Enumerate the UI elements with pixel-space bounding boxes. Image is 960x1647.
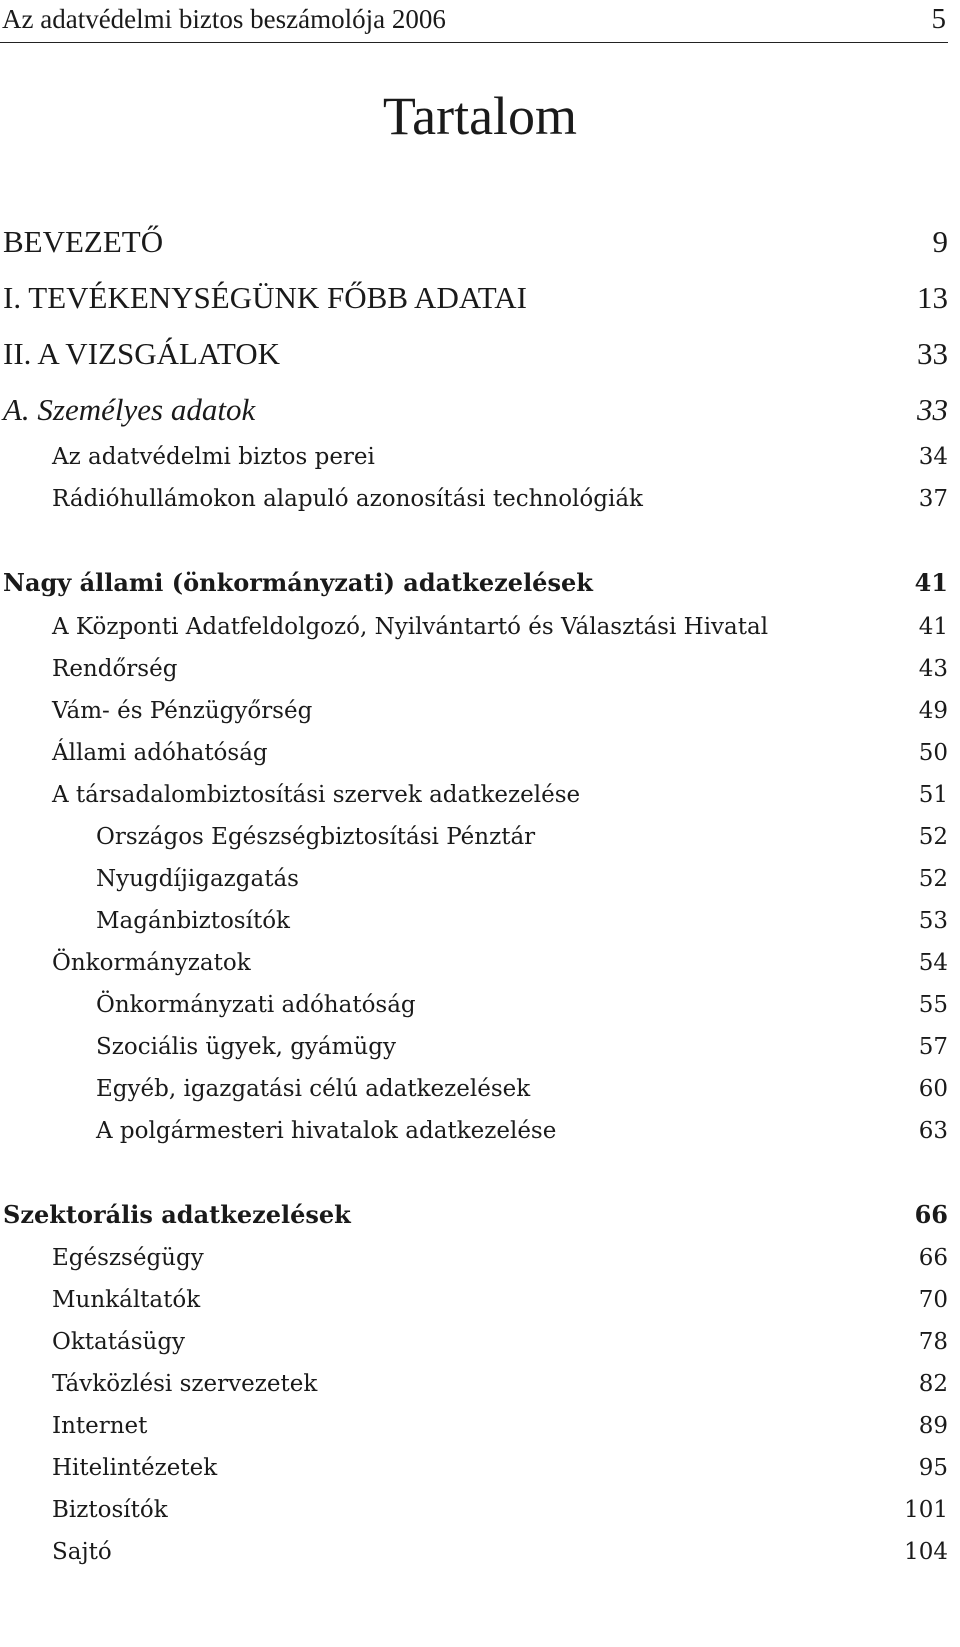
toc-entry-hitelintezetek[interactable] <box>0 1448 948 1488</box>
toc-entry-szocialis[interactable] <box>0 1027 948 1067</box>
toc-entry-page: 52 <box>918 824 948 850</box>
toc-entry-page: 55 <box>918 992 948 1018</box>
toc-entry-label: A polgármesteri hivatalok adatkezelése <box>96 1118 557 1144</box>
toc-entry-page: 54 <box>918 950 948 976</box>
toc-entry-vam[interactable] <box>0 691 948 731</box>
toc-entry-munkaltatok[interactable] <box>0 1280 948 1320</box>
toc-entry-tavkozlesi[interactable] <box>0 1364 948 1404</box>
toc-entry-page: 52 <box>918 866 948 892</box>
toc-entry-page: 82 <box>918 1371 948 1397</box>
toc-entry-page: 34 <box>918 444 948 470</box>
toc-entry-page: 66 <box>914 1200 948 1229</box>
toc-entry-label: Rádióhullámokon alapuló azonosítási technológiák <box>52 486 643 512</box>
toc-entry-page: 89 <box>918 1413 948 1439</box>
toc-entry-page: 41 <box>914 568 948 597</box>
toc-entry-label: Az adatvédelmi biztos perei <box>52 444 375 470</box>
toc-entry-label: BEVEZETŐ <box>3 224 164 259</box>
running-title: Az adatvédelmi biztos beszámolója 2006 <box>2 4 446 34</box>
running-header <box>0 0 948 43</box>
toc-entry-onkormanyzatok[interactable] <box>0 943 948 983</box>
toc-entry-polgarmesteri[interactable] <box>0 1111 948 1151</box>
toc-entry-nagy-allami[interactable] <box>0 563 948 603</box>
toc-entry-label: A Központi Adatfeldolgozó, Nyilvántartó és Választási Hivatal <box>52 614 769 640</box>
toc-entry-egyeb[interactable] <box>0 1069 948 1109</box>
toc-entry-perei[interactable] <box>0 437 948 477</box>
toc-entry-page: 101 <box>904 1497 948 1523</box>
toc-entry-szektoralis[interactable] <box>0 1195 948 1235</box>
page-title: Tartalom <box>382 86 578 146</box>
toc-entry-tevekenysegunk[interactable] <box>0 278 948 318</box>
toc-entry-page: 9 <box>932 224 948 259</box>
toc-entry-label: Oktatásügy <box>52 1329 186 1355</box>
toc-entry-page: 37 <box>918 486 948 512</box>
toc-entry-label: Nyugdíjigazgatás <box>96 866 299 892</box>
toc-entry-label: Sajtó <box>52 1539 112 1565</box>
toc-entry-page: 33 <box>917 336 948 371</box>
toc-entry-label: II. A VIZSGÁLATOK <box>3 336 281 371</box>
toc-entry-nyugdij[interactable] <box>0 859 948 899</box>
toc-entry-radiohullam[interactable] <box>0 479 948 519</box>
toc-entry-label: Önkormányzatok <box>52 950 251 976</box>
toc-entry-label: Állami adóhatóság <box>52 740 268 766</box>
toc-entry-label: Egészségügy <box>52 1245 204 1271</box>
toc-entry-allami-adohatosag[interactable] <box>0 733 948 773</box>
toc-entry-page: 41 <box>918 614 948 640</box>
toc-entry-page: 51 <box>918 782 948 808</box>
toc-entry-label: Rendőrség <box>52 656 178 682</box>
toc-entry-page: 78 <box>918 1329 948 1355</box>
toc-entry-page: 43 <box>918 656 948 682</box>
toc-entry-label: Biztosítók <box>52 1497 168 1523</box>
toc-entry-onk-adohatosag[interactable] <box>0 985 948 1025</box>
toc-entry-page: 53 <box>918 908 948 934</box>
toc-entry-page: 60 <box>918 1076 948 1102</box>
toc-entry-egeszsegugy[interactable] <box>0 1238 948 1278</box>
toc-entry-oktatasugy[interactable] <box>0 1322 948 1362</box>
toc-entry-sajto[interactable] <box>0 1532 948 1572</box>
toc-entry-tarsadalombiztositas[interactable] <box>0 775 948 815</box>
toc-entry-page: 33 <box>917 392 948 427</box>
toc-entry-kozponti[interactable] <box>0 607 948 647</box>
toc-entry-internet[interactable] <box>0 1406 948 1446</box>
toc-entry-label: A társadalombiztosítási szervek adatkezelése <box>52 782 581 808</box>
toc-entry-bevezeto[interactable] <box>0 222 948 262</box>
toc-entry-label: A. Személyes adatok <box>3 392 256 427</box>
toc-entry-label: Egyéb, igazgatási célú adatkezelések <box>96 1076 531 1102</box>
toc-entry-page: 49 <box>918 698 948 724</box>
toc-entry-rendorseg[interactable] <box>0 649 948 689</box>
toc-entry-label: Vám- és Pénzügyőrség <box>52 698 313 724</box>
toc-entry-page: 50 <box>918 740 948 766</box>
toc-entry-page: 95 <box>918 1455 948 1481</box>
toc-entry-page: 57 <box>918 1034 948 1060</box>
toc-entry-label: Országos Egészségbiztosítási Pénztár <box>96 824 536 850</box>
toc-entry-maganbiztositok[interactable] <box>0 901 948 941</box>
toc-entry-label: Szociális ügyek, gyámügy <box>96 1034 396 1060</box>
toc-entry-label: Munkáltatók <box>52 1287 201 1313</box>
toc-entry-page: 13 <box>917 280 948 315</box>
toc-entry-page: 104 <box>904 1539 948 1565</box>
toc-entry-page: 63 <box>918 1118 948 1144</box>
page-number: 5 <box>931 3 946 35</box>
toc-entry-label: Magánbiztosítók <box>96 908 290 934</box>
toc-entry-biztositok[interactable] <box>0 1490 948 1530</box>
toc-entry-label: I. TEVÉKENYSÉGÜNK FŐBB ADATAI <box>3 280 527 315</box>
toc-entry-oep[interactable] <box>0 817 948 857</box>
toc-entry-label: Távközlési szervezetek <box>52 1371 318 1397</box>
toc-entry-label: Nagy állami (önkormányzati) adatkezelések <box>3 568 593 597</box>
toc-entry-label: Hitelintézetek <box>52 1455 218 1481</box>
toc-entry-vizsgalatok[interactable] <box>0 334 948 374</box>
toc-entry-label: Internet <box>52 1413 148 1439</box>
toc-entry-page: 66 <box>918 1245 948 1271</box>
toc-entry-label: Önkormányzati adóhatóság <box>96 992 416 1018</box>
toc-entry-szemelyes-adatok[interactable] <box>0 390 948 430</box>
toc-entry-label: Szektorális adatkezelések <box>3 1200 351 1229</box>
toc-entry-page: 70 <box>918 1287 948 1313</box>
